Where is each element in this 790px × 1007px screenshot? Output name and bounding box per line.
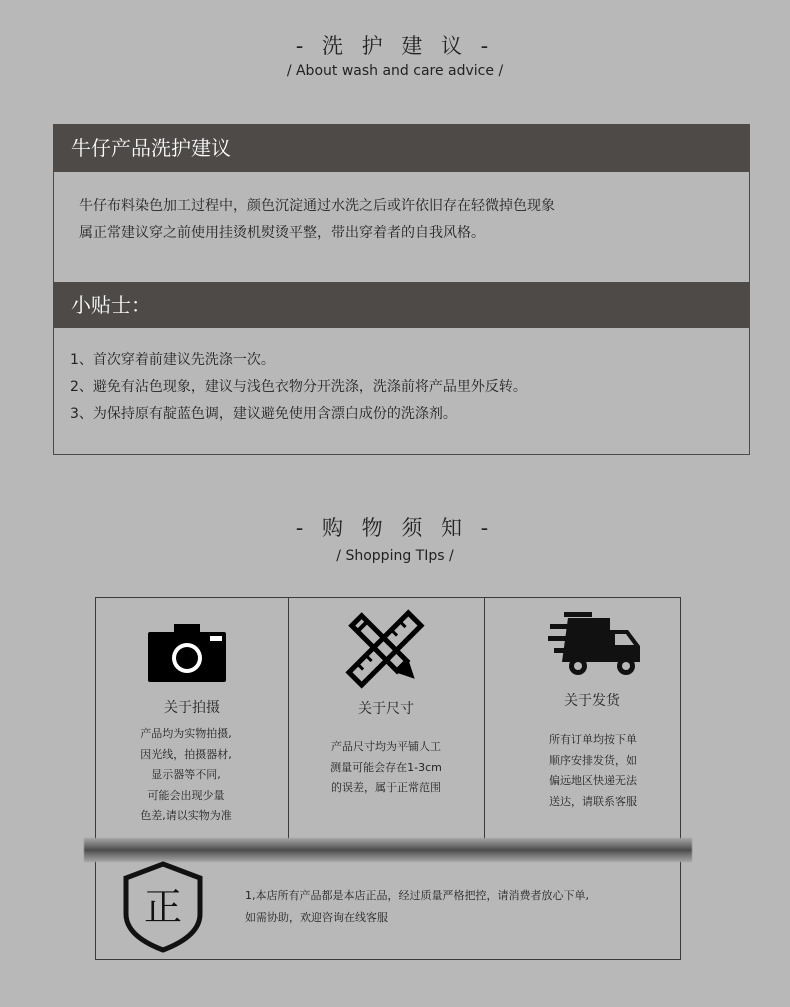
text-line: 偏远地区快递无法 [549, 774, 637, 787]
tips-heading: 小贴士： [54, 282, 749, 328]
care-section-title: - 洗 护 建 议 - [295, 34, 495, 58]
column-text-shipping [484, 730, 702, 812]
text-line: 所有订单均按下单 [549, 733, 637, 746]
text-line: 测量可能会存在1-3cm [330, 760, 442, 774]
text-line: 可能会出现少量 [147, 788, 225, 802]
column-title-size: 关于尺寸 [358, 701, 414, 717]
shop-section-subtitle: / Shopping TIps / [336, 548, 454, 564]
text-line: 色差,请以实物为准 [140, 809, 232, 822]
authentic-shield-icon [118, 858, 208, 954]
care-advice-box [53, 124, 750, 455]
text-line: 产品尺寸均为平铺人工 [331, 740, 441, 753]
authenticity-note [245, 885, 589, 929]
ruler-pencil-icon [337, 607, 433, 691]
care-section-subtitle: / About wash and care advice / [286, 63, 504, 79]
text-line: 产品均为实物拍摄, [140, 727, 232, 740]
column-divider [484, 598, 485, 852]
text-line: 如需协助，欢迎咨询在线客服 [245, 911, 388, 924]
text-line: 显示器等不同, [151, 768, 221, 781]
column-title-shipping: 关于发货 [564, 693, 620, 709]
camera-icon [148, 624, 228, 684]
badge-char: 正 [143, 885, 183, 929]
column-divider [288, 598, 289, 852]
tips-list [70, 347, 527, 428]
care-line: 牛仔布料染色加工过程中，颜色沉淀通过水洗之后或许依旧存在轻微掉色现象 [79, 198, 555, 214]
column-text-photo [96, 724, 274, 827]
column-title-photo: 关于拍摄 [164, 700, 220, 716]
delivery-truck-icon [548, 612, 644, 682]
text-line: 因光线，拍摄器材, [140, 747, 232, 761]
text-line: 顺序安排发货，如 [549, 753, 637, 767]
text-line: 1,本店所有产品都是本店正品，经过质量严格把控，请消费者放心下单, [245, 889, 589, 902]
text-line: 的误差，属于正常范围 [331, 781, 441, 794]
tip-item: 2、避免有沾色现象，建议与浅色衣物分开洗涤，洗涤前将产品里外反转。 [70, 379, 527, 395]
tip-item: 3、为保持原有靛蓝色调，建议避免使用含漂白成份的洗涤剂。 [70, 406, 457, 422]
care-line: 属正常建议穿之前使用挂烫机熨烫平整，带出穿着者的自我风格。 [79, 225, 485, 241]
care-advice-text [79, 193, 555, 247]
tip-item: 1、首次穿着前建议先洗涤一次。 [70, 352, 275, 368]
text-line: 送达，请联系客服 [549, 794, 637, 808]
column-text-size [288, 737, 484, 799]
shop-section-title: - 购 物 须 知 - [295, 516, 495, 540]
care-advice-heading: 牛仔产品洗护建议 [54, 125, 749, 172]
